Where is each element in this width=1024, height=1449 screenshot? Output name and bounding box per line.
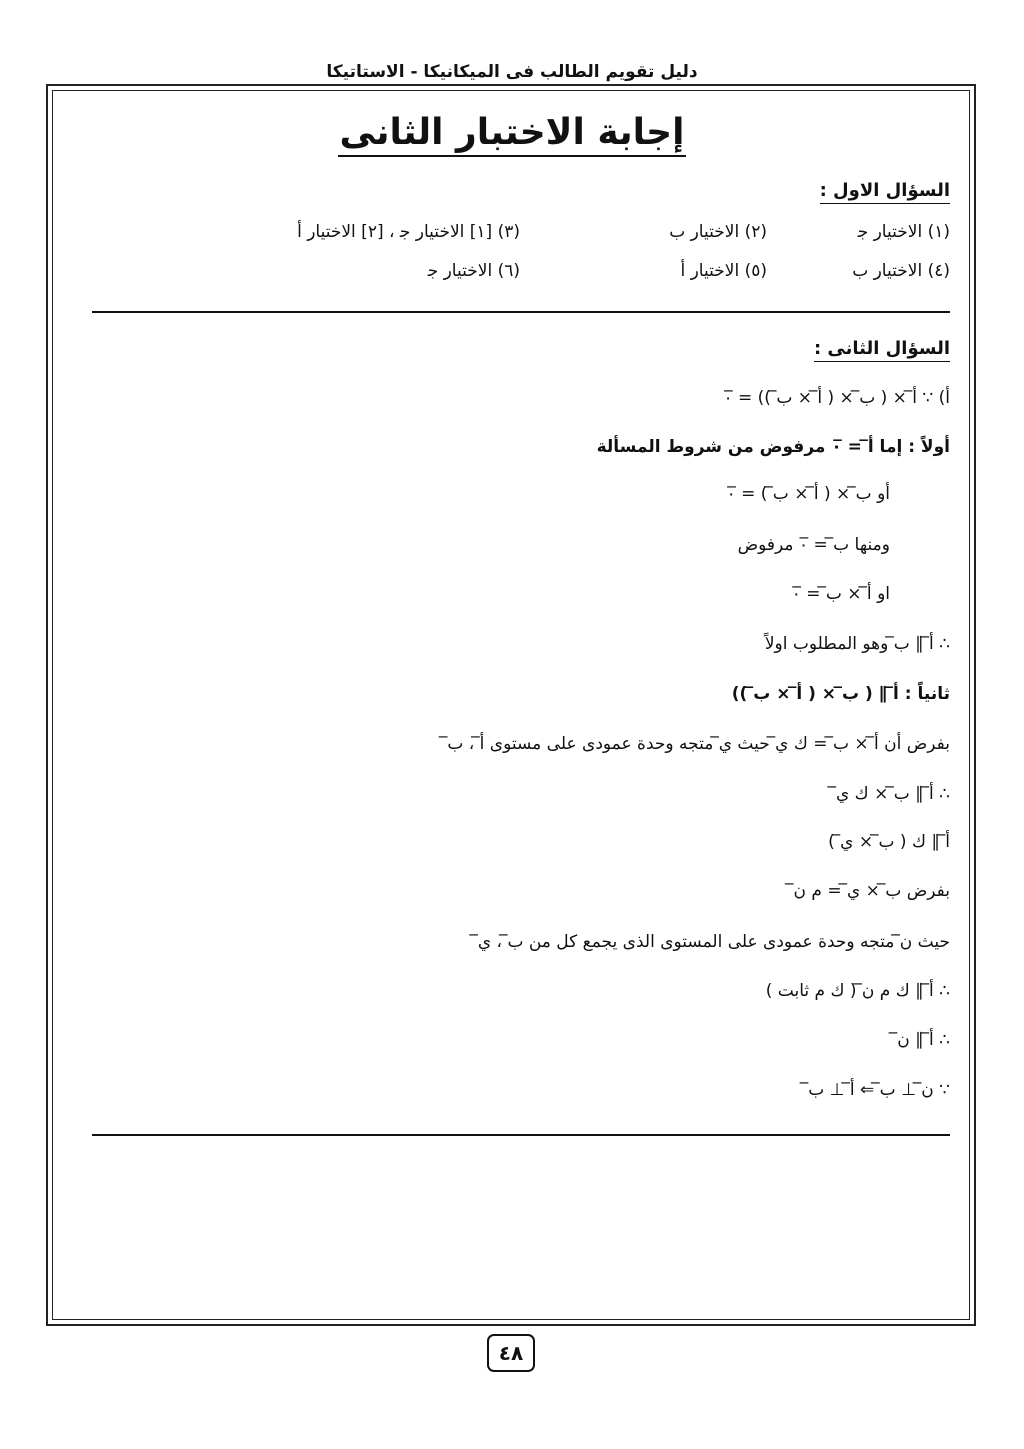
section-divider xyxy=(92,311,950,313)
q2-line-4: ومنها ب̅ = ٠̅ مرفوض xyxy=(737,535,890,555)
q1-answer-4: (٤) الاختيار ب xyxy=(852,261,950,281)
q2-line-11: بفرض ب̅ × ي̅ = م ن̅ xyxy=(793,881,950,901)
q1-answer-5: (٥) الاختيار أ xyxy=(680,261,767,281)
q1-answer-1: (١) الاختيار ﺟ xyxy=(857,222,950,242)
q2-line-3: أو ب̅ × ( أ̅ × ب̅ ) = ٠̅ xyxy=(726,484,890,504)
q2-line-1: أ) ∵ أ̅ × ( ب̅ × ( أ̅ × ب̅ )) = ٠̅ xyxy=(723,388,950,408)
q2-line-14: ∴ أ̅ ∥ ن̅ xyxy=(897,1030,950,1050)
q1-heading: السؤال الاول : xyxy=(820,180,950,204)
q1-answer-3: (٣) [١] الاختيار ﺟ ، [٢] الاختيار أ xyxy=(297,222,520,242)
q1-heading-wrap xyxy=(820,180,950,201)
page-title: إجابة الاختبار الثانى xyxy=(338,112,687,157)
q2-line-7: ثانياً : أ̅ ∥ ( ب̅ × ( أ̅ × ب̅ )) xyxy=(731,684,950,704)
q2-line-9: ∴ أ̅ ∥ ب̅ × ك ي̅ xyxy=(835,784,950,804)
q2-heading: السؤال الثانى : xyxy=(814,338,950,362)
q2-line-6: ∴ أ̅ ∥ ب̅ وهو المطلوب اولاً xyxy=(764,634,950,654)
q2-line-15: ∵ ن̅ ⊥ ب̅ ⇐ أ̅ ⊥ ب̅ xyxy=(808,1080,950,1100)
q2-line-2: أولاً : إما أ̅ = ٠̅ مرفوض من شروط المسألة xyxy=(596,437,950,457)
bottom-divider xyxy=(92,1134,950,1136)
q2-line-12: حيث ن̅ متجه وحدة عمودى على المستوى الذى يجمع كل من ب̅ ، ي̅ xyxy=(477,932,950,952)
q2-line-10: أ̅ ∥ ك ( ب̅ × ي̅ ) xyxy=(828,832,950,852)
page-number: ٤٨ xyxy=(487,1334,535,1372)
q1-answer-2: (٢) الاختيار ب xyxy=(669,222,767,242)
q2-line-5: او أ̅ × ب̅ = ٠̅ xyxy=(791,584,890,604)
q2-line-13: ∴ أ̅ ∥ ك م ن̅ ( ك م ثابت ) xyxy=(765,981,950,1001)
q2-line-8: بفرض أن أ̅ × ب̅ = ك ي̅ حيث ي̅ متجه وحدة عمودى على مستوى أ̅ ، ب̅ xyxy=(447,734,950,754)
q1-answer-6: (٦) الاختيار ﺟ xyxy=(427,261,520,281)
q2-heading-wrap xyxy=(814,338,950,359)
page-title-wrap xyxy=(0,112,1024,153)
running-header: دليل تقويم الطالب فى الميكانيكا - الاستاتيكا xyxy=(326,62,698,82)
